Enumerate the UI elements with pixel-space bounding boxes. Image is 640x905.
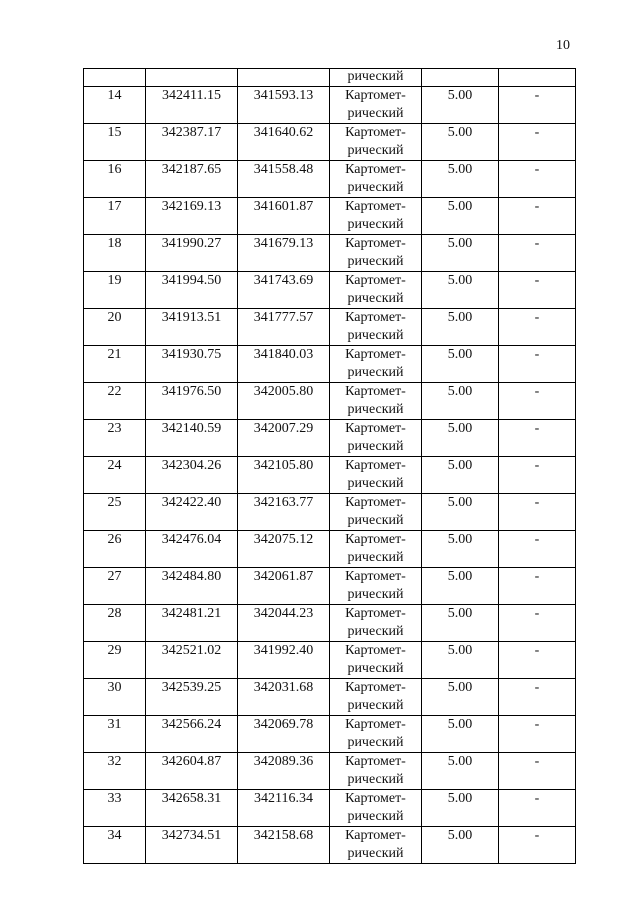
cell-accuracy: 5.00 — [422, 420, 499, 457]
cell-x: 341990.27 — [146, 235, 238, 272]
method-line-1: Картомет- — [345, 495, 406, 510]
cell-dash: - — [499, 568, 576, 605]
method-line-1: Картомет- — [345, 791, 406, 806]
cell-y: 341840.03 — [238, 346, 330, 383]
cell-method — [330, 605, 422, 642]
cell-x: 342658.31 — [146, 790, 238, 827]
cell-accuracy: 5.00 — [422, 827, 499, 864]
cell-y: 342075.12 — [238, 531, 330, 568]
cell-number: 31 — [84, 716, 146, 753]
cell-accuracy: 5.00 — [422, 272, 499, 309]
method-line-2: рический — [347, 476, 404, 491]
cell-x: 342481.21 — [146, 605, 238, 642]
cell-dash: - — [499, 346, 576, 383]
cell-number: 16 — [84, 161, 146, 198]
table-row — [84, 383, 576, 420]
cell-number: 22 — [84, 383, 146, 420]
cell-number: 26 — [84, 531, 146, 568]
cell-accuracy: 5.00 — [422, 87, 499, 124]
cell-dash: - — [499, 790, 576, 827]
cell-x: 342411.15 — [146, 87, 238, 124]
cell-method — [330, 198, 422, 235]
table-row-continuation — [84, 69, 576, 87]
cell-y: 341992.40 — [238, 642, 330, 679]
page-number: 10 — [556, 38, 570, 53]
table-row — [84, 753, 576, 790]
method-line-2: рический — [347, 143, 404, 158]
cell-y: 342007.29 — [238, 420, 330, 457]
cell-number: 33 — [84, 790, 146, 827]
cell-method — [330, 827, 422, 864]
cell-dash: - — [499, 235, 576, 272]
coordinates-table-body — [84, 69, 576, 864]
cell-accuracy: 5.00 — [422, 124, 499, 161]
cell-accuracy: 5.00 — [422, 568, 499, 605]
method-line-1: Картомет- — [345, 643, 406, 658]
table-row — [84, 679, 576, 716]
method-line-2: рический — [347, 180, 404, 195]
cell-method — [330, 494, 422, 531]
table-row — [84, 494, 576, 531]
cell-dash: - — [499, 161, 576, 198]
method-line-1: Картомет- — [345, 88, 406, 103]
cell-y: 341558.48 — [238, 161, 330, 198]
method-line-2: рический — [347, 513, 404, 528]
cell-x: 342304.26 — [146, 457, 238, 494]
cell-number: 25 — [84, 494, 146, 531]
table-row — [84, 642, 576, 679]
table-row — [84, 457, 576, 494]
cell-method: рический — [330, 69, 422, 87]
cell-method — [330, 309, 422, 346]
cell-method — [330, 457, 422, 494]
cell-y: 342116.34 — [238, 790, 330, 827]
cell-method — [330, 87, 422, 124]
cell-number: 27 — [84, 568, 146, 605]
cell-accuracy: 5.00 — [422, 161, 499, 198]
method-line-2: рический — [347, 291, 404, 306]
method-line-2: рический — [347, 772, 404, 787]
table-row — [84, 309, 576, 346]
cell-number: 19 — [84, 272, 146, 309]
cell-accuracy: 5.00 — [422, 494, 499, 531]
method-line-1: Картомет- — [345, 754, 406, 769]
cell-method — [330, 568, 422, 605]
cell-method — [330, 642, 422, 679]
method-line-2: рический — [347, 809, 404, 824]
cell-x: 342734.51 — [146, 827, 238, 864]
cell-x: 342566.24 — [146, 716, 238, 753]
cell-y: 342158.68 — [238, 827, 330, 864]
cell-x: 342484.80 — [146, 568, 238, 605]
method-line-1: Картомет- — [345, 199, 406, 214]
cell-number — [84, 69, 146, 87]
method-line-2: рический — [347, 365, 404, 380]
cell-method — [330, 383, 422, 420]
cell-accuracy: 5.00 — [422, 753, 499, 790]
cell-accuracy: 5.00 — [422, 457, 499, 494]
cell-accuracy: 5.00 — [422, 383, 499, 420]
method-line-1: Картомет- — [345, 421, 406, 436]
cell-x: 341994.50 — [146, 272, 238, 309]
method-line-1: Картомет- — [345, 347, 406, 362]
cell-dash: - — [499, 198, 576, 235]
cell-dash: - — [499, 679, 576, 716]
cell-y: 341743.69 — [238, 272, 330, 309]
cell-number: 30 — [84, 679, 146, 716]
cell-dash: - — [499, 87, 576, 124]
cell-y — [238, 69, 330, 87]
table-row — [84, 235, 576, 272]
cell-number: 29 — [84, 642, 146, 679]
cell-method — [330, 753, 422, 790]
method-line-1: Картомет- — [345, 828, 406, 843]
method-line-1: Картомет- — [345, 458, 406, 473]
method-line-1: Картомет- — [345, 680, 406, 695]
cell-x: 342140.59 — [146, 420, 238, 457]
cell-method — [330, 790, 422, 827]
method-line-1: Картомет- — [345, 384, 406, 399]
cell-x: 342187.65 — [146, 161, 238, 198]
cell-dash: - — [499, 420, 576, 457]
cell-dash: - — [499, 457, 576, 494]
cell-method — [330, 272, 422, 309]
cell-dash: - — [499, 716, 576, 753]
cell-dash: - — [499, 494, 576, 531]
cell-y: 341777.57 — [238, 309, 330, 346]
method-line-1: Картомет- — [345, 125, 406, 140]
cell-accuracy: 5.00 — [422, 605, 499, 642]
cell-number: 32 — [84, 753, 146, 790]
table-row — [84, 124, 576, 161]
cell-dash: - — [499, 272, 576, 309]
method-line-2: рический — [347, 439, 404, 454]
cell-accuracy: 5.00 — [422, 309, 499, 346]
cell-accuracy: 5.00 — [422, 346, 499, 383]
cell-number: 24 — [84, 457, 146, 494]
table-row — [84, 605, 576, 642]
method-line-2: рический — [347, 106, 404, 121]
cell-method — [330, 531, 422, 568]
method-line-1: Картомет- — [345, 717, 406, 732]
cell-y: 342089.36 — [238, 753, 330, 790]
cell-y: 341593.13 — [238, 87, 330, 124]
cell-y: 342005.80 — [238, 383, 330, 420]
cell-number: 14 — [84, 87, 146, 124]
cell-y: 342105.80 — [238, 457, 330, 494]
cell-x: 341913.51 — [146, 309, 238, 346]
cell-number: 17 — [84, 198, 146, 235]
method-line-2: рический — [347, 217, 404, 232]
method-line-2: рический — [347, 661, 404, 676]
method-line-1: Картомет- — [345, 162, 406, 177]
cell-x: 342539.25 — [146, 679, 238, 716]
cell-x: 342604.87 — [146, 753, 238, 790]
method-line-1: Картомет- — [345, 310, 406, 325]
cell-y: 342044.23 — [238, 605, 330, 642]
cell-accuracy: 5.00 — [422, 531, 499, 568]
cell-method — [330, 420, 422, 457]
table-row — [84, 272, 576, 309]
method-line-2: рический — [347, 698, 404, 713]
cell-dash: - — [499, 383, 576, 420]
coordinates-table — [83, 68, 576, 864]
cell-accuracy: 5.00 — [422, 679, 499, 716]
cell-x: 342422.40 — [146, 494, 238, 531]
table-row — [84, 827, 576, 864]
cell-y: 341601.87 — [238, 198, 330, 235]
cell-number: 15 — [84, 124, 146, 161]
table-row — [84, 87, 576, 124]
cell-number: 20 — [84, 309, 146, 346]
method-line-2: рический — [347, 254, 404, 269]
cell-method — [330, 235, 422, 272]
method-line-2: рический — [347, 328, 404, 343]
cell-x: 342387.17 — [146, 124, 238, 161]
cell-accuracy: 5.00 — [422, 790, 499, 827]
method-line-2: рический — [347, 846, 404, 861]
method-line-1: Картомет- — [345, 532, 406, 547]
cell-accuracy: 5.00 — [422, 235, 499, 272]
table-row — [84, 420, 576, 457]
cell-number: 23 — [84, 420, 146, 457]
method-line-2: рический — [347, 402, 404, 417]
cell-dash: - — [499, 531, 576, 568]
method-line-2: рический — [347, 735, 404, 750]
cell-method — [330, 679, 422, 716]
cell-number: 28 — [84, 605, 146, 642]
cell-y: 342031.68 — [238, 679, 330, 716]
cell-x: 341930.75 — [146, 346, 238, 383]
cell-number: 18 — [84, 235, 146, 272]
cell-dash: - — [499, 753, 576, 790]
cell-x: 342169.13 — [146, 198, 238, 235]
cell-number: 21 — [84, 346, 146, 383]
cell-x — [146, 69, 238, 87]
table-row — [84, 790, 576, 827]
cell-x: 341976.50 — [146, 383, 238, 420]
method-line-2: рический — [347, 624, 404, 639]
method-line-1: Картомет- — [345, 236, 406, 251]
cell-dash: - — [499, 642, 576, 679]
cell-y: 342061.87 — [238, 568, 330, 605]
table-row — [84, 568, 576, 605]
cell-y: 342163.77 — [238, 494, 330, 531]
cell-method — [330, 346, 422, 383]
table-row — [84, 716, 576, 753]
cell-accuracy — [422, 69, 499, 87]
cell-y: 342069.78 — [238, 716, 330, 753]
cell-dash: - — [499, 827, 576, 864]
cell-dash: - — [499, 309, 576, 346]
cell-method — [330, 716, 422, 753]
table-row — [84, 531, 576, 568]
cell-y: 341640.62 — [238, 124, 330, 161]
method-line-2: рический — [347, 550, 404, 565]
cell-x: 342476.04 — [146, 531, 238, 568]
cell-accuracy: 5.00 — [422, 716, 499, 753]
cell-number: 34 — [84, 827, 146, 864]
cell-dash: - — [499, 124, 576, 161]
table-row — [84, 161, 576, 198]
cell-dash: - — [499, 605, 576, 642]
method-line-2: рический — [347, 587, 404, 602]
cell-accuracy: 5.00 — [422, 642, 499, 679]
table-row — [84, 198, 576, 235]
table-row — [84, 346, 576, 383]
method-line-1: Картомет- — [345, 273, 406, 288]
cell-method — [330, 124, 422, 161]
method-line-1: Картомет- — [345, 606, 406, 621]
method-line-1: Картомет- — [345, 569, 406, 584]
cell-accuracy: 5.00 — [422, 198, 499, 235]
cell-x: 342521.02 — [146, 642, 238, 679]
cell-y: 341679.13 — [238, 235, 330, 272]
cell-method — [330, 161, 422, 198]
cell-dash — [499, 69, 576, 87]
